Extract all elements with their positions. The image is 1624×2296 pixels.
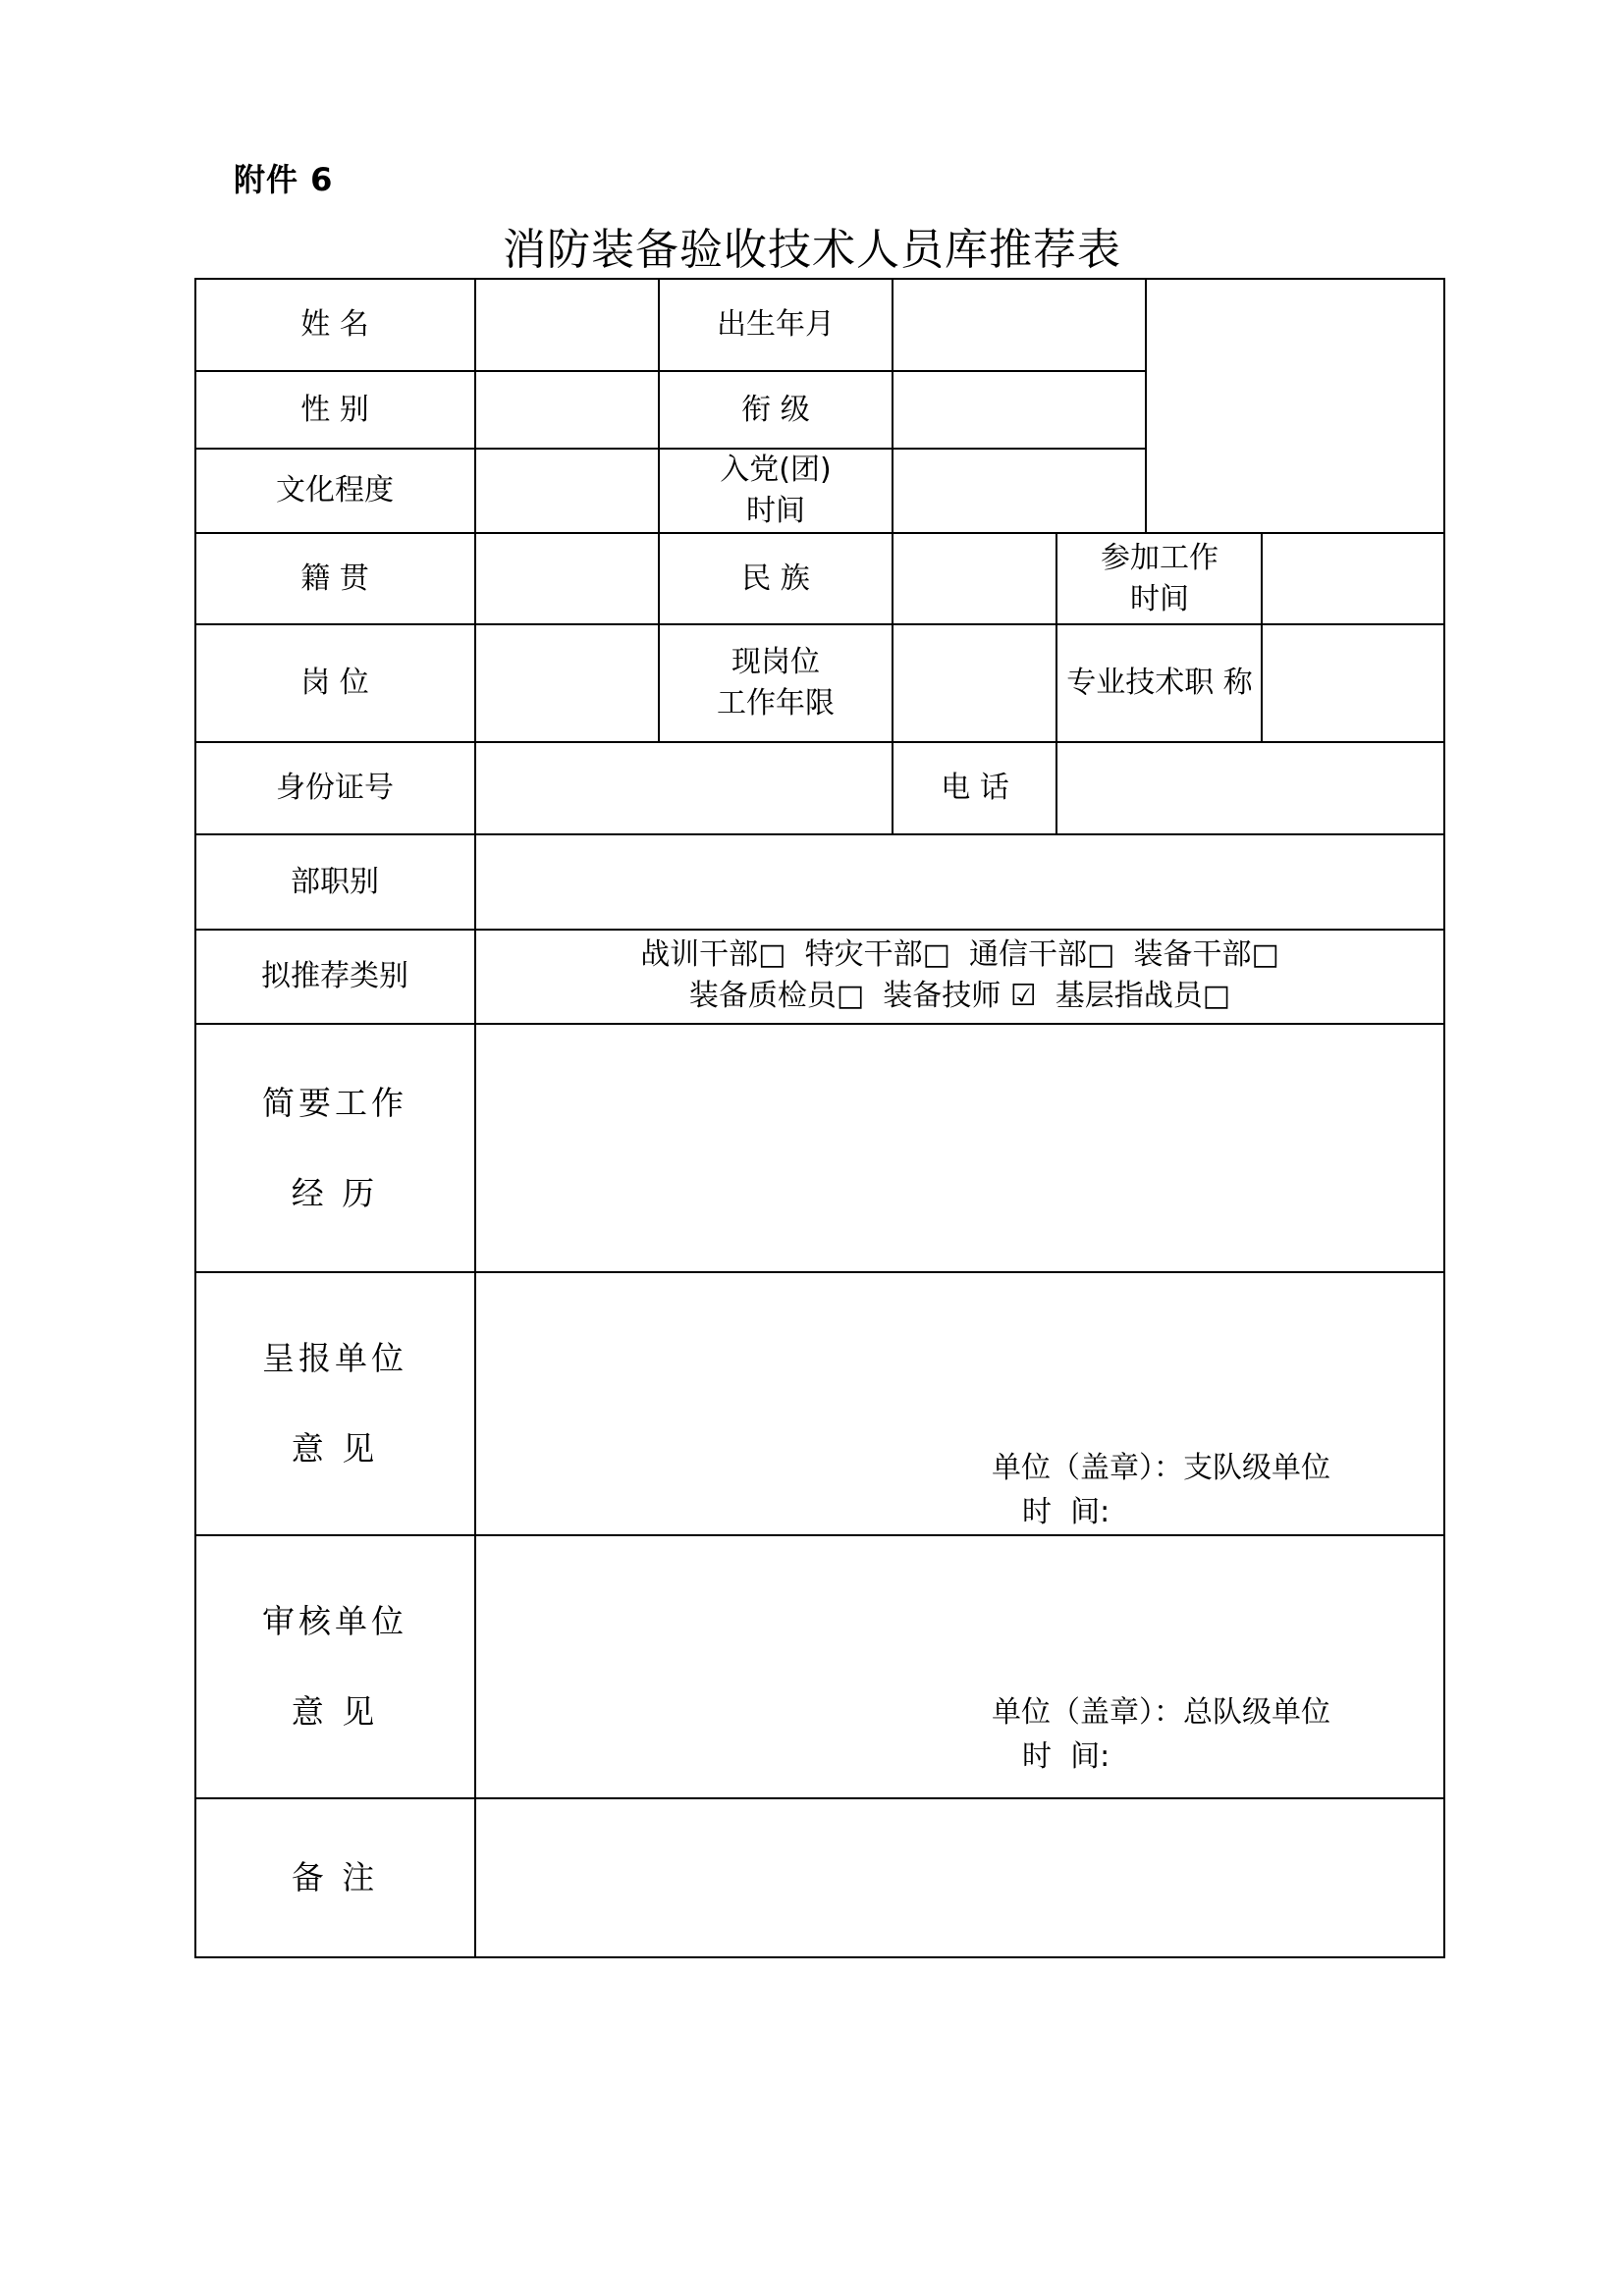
post-years-label: 现岗位 工作年限 <box>717 645 835 721</box>
tech-title-label: 专业技术职 称 <box>1066 666 1253 700</box>
phone-field[interactable] <box>1057 743 1443 833</box>
work-history-label: 简要工作 经 历 <box>262 1083 407 1212</box>
gender-label: 性 别 <box>300 392 369 427</box>
department-label: 部职别 <box>291 864 379 899</box>
submitting-unit-opinion-field[interactable] <box>476 1273 1443 1534</box>
party-date-field[interactable] <box>893 450 1144 532</box>
post-label: 岗 位 <box>300 666 369 700</box>
department-field[interactable] <box>476 835 1443 929</box>
tech-title-field[interactable] <box>1263 625 1443 741</box>
education-field[interactable] <box>476 450 657 532</box>
work-start-label: 参加工作 时间 <box>1101 540 1218 616</box>
table-border-right <box>1443 278 1445 1958</box>
category-label: 拟推荐类别 <box>261 959 408 993</box>
submitting-unit-label: 呈报单位 意 见 <box>262 1339 407 1468</box>
submitting-unit-time: 时 间: <box>1022 1495 1110 1529</box>
recommendation-form-table <box>194 278 1445 1958</box>
name-label: 姓 名 <box>300 307 369 342</box>
rank-label: 衔 级 <box>741 392 810 427</box>
review-unit-opinion-field[interactable] <box>476 1536 1443 1797</box>
birth-field[interactable] <box>893 280 1144 370</box>
attachment-label: 附件 6 <box>234 161 334 198</box>
category-options-line-2[interactable]: 装备质检员□ 装备技师 ☑ 基层指战员□ <box>688 979 1231 1013</box>
rank-field[interactable] <box>893 372 1144 448</box>
ethnicity-label: 民 族 <box>741 561 810 596</box>
review-unit-label: 审核单位 意 见 <box>262 1602 407 1731</box>
form-title: 消防装备验收技术人员库推荐表 <box>503 225 1121 275</box>
id-number-label: 身份证号 <box>276 771 394 805</box>
native-place-label: 籍 贯 <box>300 561 369 596</box>
party-date-label: 入党(团) 时间 <box>720 453 832 528</box>
remarks-label: 备 注 <box>291 1858 379 1896</box>
native-place-field[interactable] <box>476 534 657 623</box>
work-start-field[interactable] <box>1263 534 1443 623</box>
post-field[interactable] <box>476 625 657 741</box>
birth-label: 出生年月 <box>717 307 835 342</box>
work-history-field[interactable] <box>476 1025 1443 1271</box>
id-number-field[interactable] <box>476 743 891 833</box>
photo-area <box>1147 280 1443 532</box>
category-options-line-1[interactable]: 战训干部□ 特灾干部□ 通信干部□ 装备干部□ <box>640 937 1279 972</box>
review-unit-time: 时 间: <box>1022 1739 1110 1774</box>
ethnicity-field[interactable] <box>893 534 1055 623</box>
post-years-field[interactable] <box>893 625 1055 741</box>
gender-field[interactable] <box>476 372 657 448</box>
education-label: 文化程度 <box>276 473 394 507</box>
submitting-unit-stamp: 单位（盖章）：支队级单位 <box>992 1451 1330 1485</box>
review-unit-stamp: 单位（盖章）：总队级单位 <box>992 1695 1330 1730</box>
remarks-field[interactable] <box>476 1799 1443 1956</box>
phone-label: 电 话 <box>941 771 1009 805</box>
name-field[interactable] <box>476 280 657 370</box>
